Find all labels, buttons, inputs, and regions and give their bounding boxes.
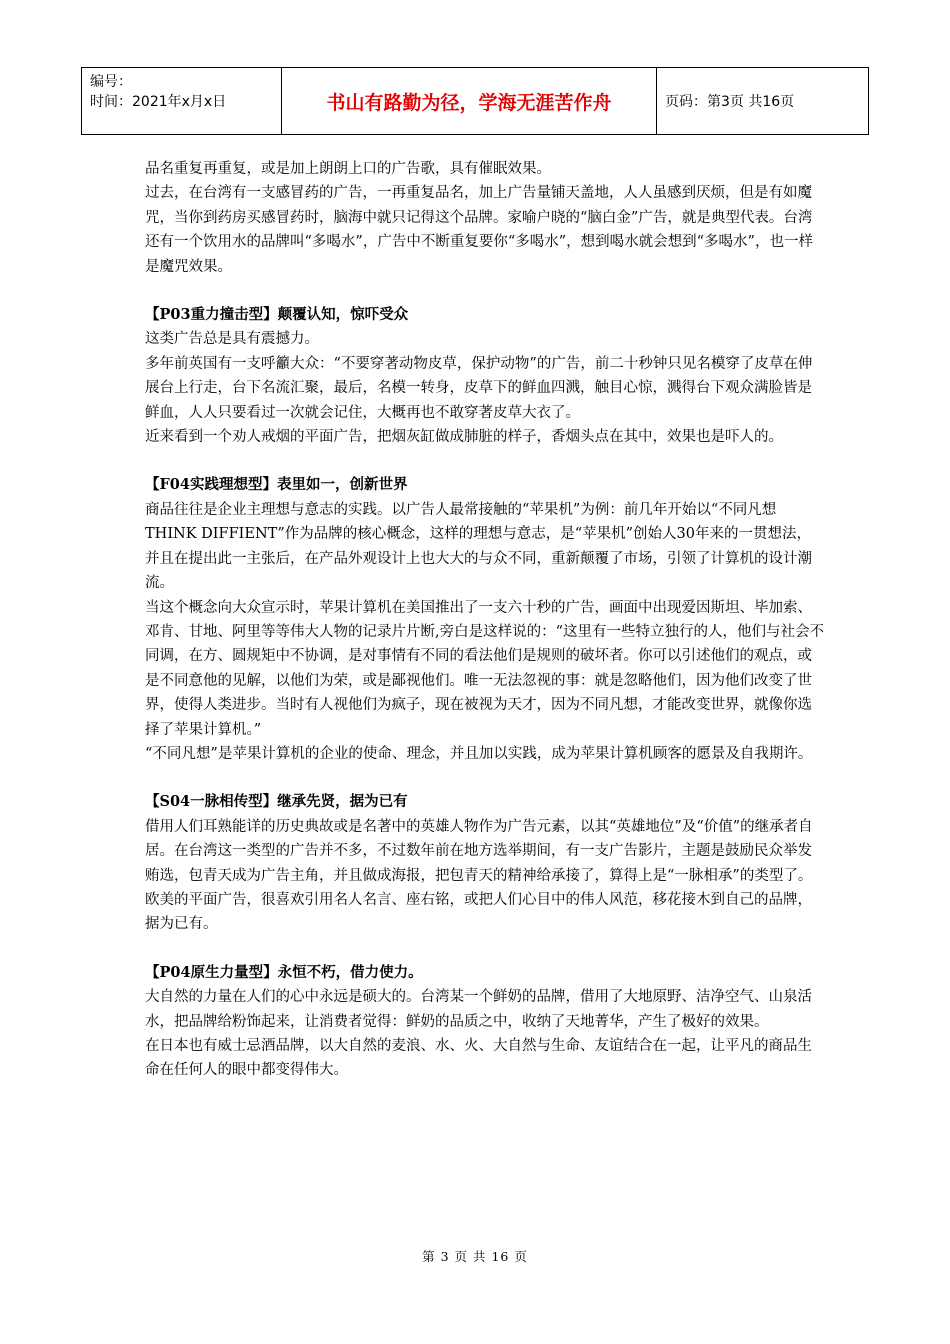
body-paragraph: 在日本也有威士忌酒品牌，以大自然的麦浪、水、火、大自然与生命、友谊结合在一起，让平凡的商品生命在任何人的眼中都变得伟大。 bbox=[145, 1038, 812, 1079]
paragraph-gap bbox=[145, 766, 825, 790]
paragraph-gap bbox=[145, 279, 825, 303]
document-body bbox=[145, 157, 825, 1083]
body-paragraph: 过去，在台湾有一支感冒药的广告，一再重复品名，加上广告量铺天盖地，人人虽感到厌烦，但是有如魔咒，当你到药房买感冒药时，脑海中就只记得这个品牌。家喻户晓的“脑白金”广告，就是典型代表。台湾还有一个饮用水的品牌叫“多喝水”，广告中不断重复要你“多喝水”，想到喝水就会想到“多喝水”，也一样是魔咒效果。 bbox=[145, 185, 813, 275]
body-paragraph: 商品往往是企业主理想与意志的实践。以广告人最常接触的“苹果机”为例：前几年开始以“不同凡想THINK DIFFIENT”作为品牌的核心概念，这样的理想与意志，是“苹果机”创始人30年来的一贯想法，并且在提出此一主张后，在产品外观设计上也大大的与众不同，重新颠覆了市场，引领了计算机的设计潮流。 bbox=[145, 501, 812, 592]
body-paragraph: 借用人们耳熟能详的历史典故或是名著中的英雄人物作为广告元素，以其“英雄地位”及“价值”的继承者自居。在台湾这一类型的广告并不多，不过数年前在地方选举期间，有一支广告影片，主题是鼓励民众举发贿选，包青天成为广告主角，并且做成海报，把包青天的精神给承接了，算得上是“一脉相承”的类型了。欧美的平面广告，很喜欢引用名人名言、座右铭，或把人们心目中的伟人风范，移花接木到自己的品牌，据为已有。 bbox=[145, 818, 813, 933]
header-meta bbox=[82, 68, 282, 134]
doc-time-label: 时间：2021年x月x日 bbox=[90, 94, 227, 110]
body-paragraph: 多年前英国有一支呼籲大众：“不要穿著动物皮草，保护动物”的广告，前二十秒钟只见名模穿了皮草在伸展台上行走，台下名流汇聚，最后，名模一转身，皮草下的鲜血四溅，触目心惊，溅得台下观众满脸皆是鲜血，人人只要看过一次就会记住，大概再也不敢穿著皮草大衣了。 bbox=[145, 355, 813, 421]
doc-number-label: 编号： bbox=[90, 74, 132, 90]
paragraph-gap bbox=[145, 937, 825, 961]
section-heading: 【P03重力撞击型】颠覆认知，惊吓受众 bbox=[145, 306, 409, 324]
page-header bbox=[81, 67, 869, 135]
section-heading: 【P04原生力量型】永恒不朽，借力使力。 bbox=[145, 963, 423, 981]
page-footer: 第 3 页 共 16 页 bbox=[422, 1249, 528, 1264]
header-motto: 书山有路勤为径，学海无涯苦作舟 bbox=[282, 68, 657, 134]
paragraph-gap bbox=[145, 449, 825, 473]
body-paragraph: 品名重复再重复，或是加上朗朗上口的广告歌，具有催眠效果。 bbox=[145, 161, 551, 177]
body-paragraph: 这类广告总是具有震撼力。 bbox=[145, 331, 319, 348]
section-heading: 【F04实践理想型】表里如一，创新世界 bbox=[145, 476, 408, 494]
header-page-label: 页码：第3页 共16页 bbox=[665, 94, 795, 110]
body-paragraph: 大自然的力量在人们的心中永远是硕大的。台湾某一个鲜奶的品牌，借用了大地原野、洁净空气、山泉活水，把品牌给粉饰起来，让消费者觉得：鲜奶的品质之中，收纳了天地菁华，产生了极好的效果。 bbox=[145, 989, 812, 1030]
body-paragraph: “不同凡想”是苹果计算机的企业的使命、理念，并且加以实践，成为苹果计算机顾客的愿景及自我期许。 bbox=[145, 745, 813, 762]
body-paragraph: 当这个概念向大众宣示时，苹果计算机在美国推出了一支六十秒的广告，画面中出现爱因斯坦、毕加索、邓肯、甘地、阿里等等伟大人物的记录片片断,旁白是这样说的：“这里有一些特立独行的人，他们与社会不同调，在方、圆规矩中不协调，是对事情有不同的看法他们是规则的破坏者。你可以引述他们的观点，或是不同意他的见解，以他们为荣，或是鄙视他们。唯一无法忽视的事：就是忽略他们，因为他们改变了世界，使得人类进步。当时有人视他们为疯子，现在被视为天才，因为不同凡想，才能改变世界，就像你选择了苹果计算机。” bbox=[145, 599, 825, 738]
body-paragraph: 近来看到一个劝人戒烟的平面广告，把烟灰缸做成肺脏的样子，香烟头点在其中，效果也是吓人的。 bbox=[145, 429, 783, 446]
section-heading: 【S04一脉相传型】继承先贤，据为已有 bbox=[145, 793, 408, 811]
